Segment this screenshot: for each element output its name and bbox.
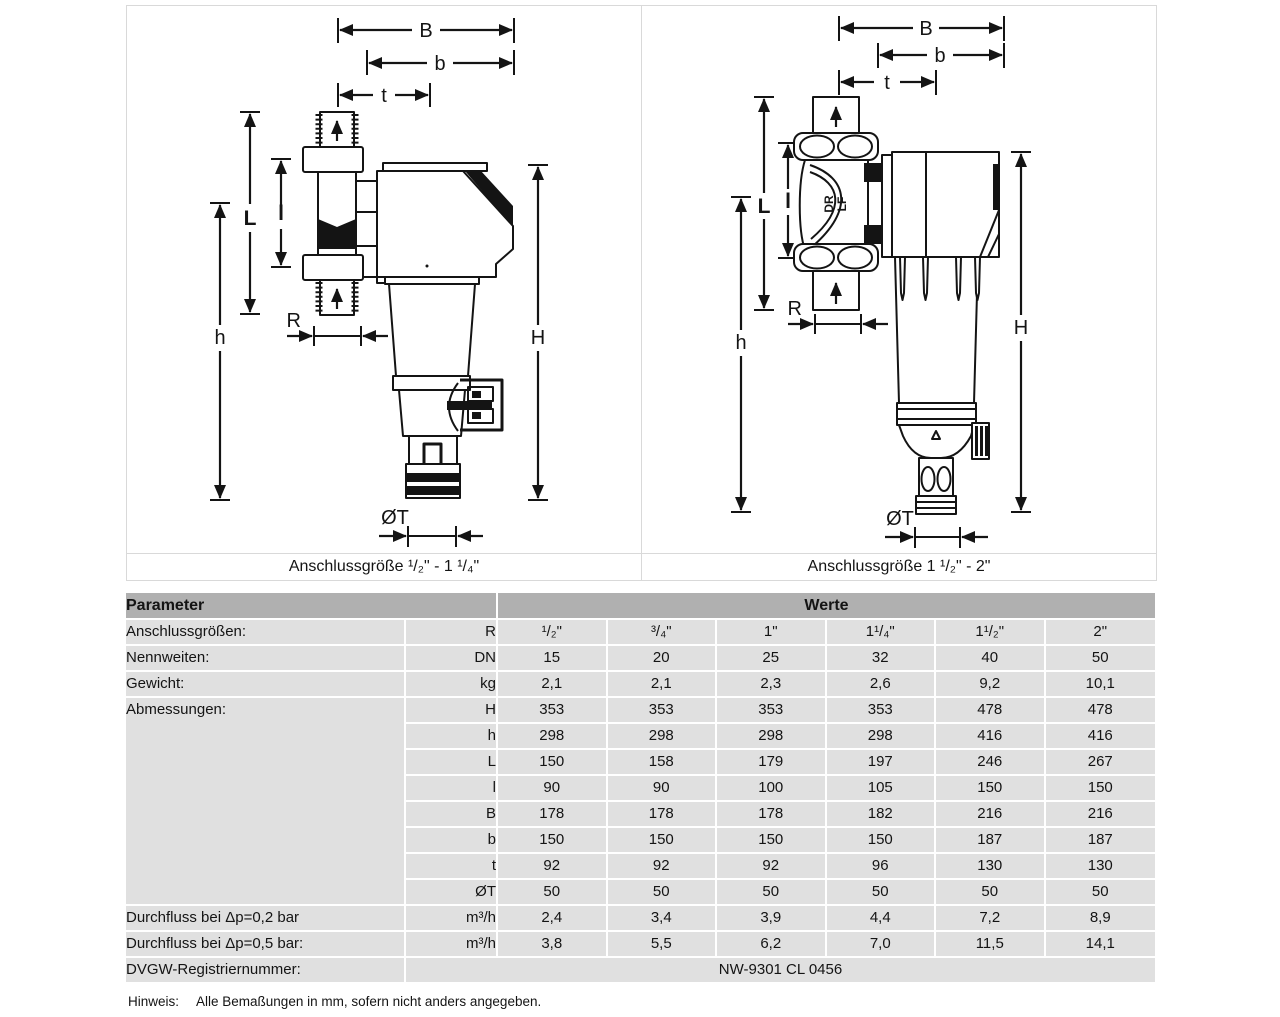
valve-marking-dr: DR [822, 195, 836, 213]
value-cell: 178 [717, 802, 827, 828]
dim-label-L: L [243, 207, 257, 230]
dim-label-OT: ØT [381, 507, 409, 529]
dim-label-h: h [214, 327, 226, 349]
value-cell: 1" [717, 620, 827, 646]
value-cell: 90 [498, 776, 608, 802]
value-cell: 50 [827, 880, 937, 906]
dimension-figure-panel [126, 5, 1157, 581]
value-cell: 298 [498, 724, 608, 750]
row-unit: m³/h [406, 932, 498, 958]
value-cell: 298 [608, 724, 718, 750]
value-cell: 130 [1046, 854, 1156, 880]
pipe-assembly [794, 97, 892, 310]
value-cell: 15 [498, 646, 608, 672]
row-unit: L [406, 750, 498, 776]
dim-label-OT: ØT [886, 508, 914, 530]
dim-L [240, 112, 260, 314]
value-cell: 6,2 [717, 932, 827, 958]
value-cell: 40 [936, 646, 1046, 672]
value-cell: 50 [498, 880, 608, 906]
value-cell: 2,4 [498, 906, 608, 932]
filter-drawing-large [642, 6, 1155, 553]
table-row [126, 906, 1155, 932]
table-row [126, 646, 1155, 672]
value-cell: 10,1 [1046, 672, 1156, 698]
dim-h [731, 197, 751, 512]
dim-t [839, 70, 936, 95]
value-cell: 150 [608, 828, 718, 854]
table-row [126, 672, 1155, 698]
value-cell: 216 [1046, 802, 1156, 828]
dim-label-h: h [735, 332, 747, 354]
dim-label-l: l [278, 202, 284, 225]
row-label: Nennweiten: [126, 646, 406, 672]
row-unit: t [406, 854, 498, 880]
value-cell: 353 [608, 698, 718, 724]
table-row [126, 698, 1155, 724]
value-cell: 32 [827, 646, 937, 672]
value-cell: 14,1 [1046, 932, 1156, 958]
value-cell: 50 [1046, 646, 1156, 672]
row-unit: DN [406, 646, 498, 672]
value-cell: 150 [717, 828, 827, 854]
dim-H [1011, 152, 1031, 512]
value-cell: ¹/₂" [498, 620, 608, 646]
dim-label-R: R [286, 310, 301, 332]
row-unit: H [406, 698, 498, 724]
table-header-row [126, 593, 1155, 620]
dim-label-b: b [434, 53, 446, 75]
value-cell: 4,4 [827, 906, 937, 932]
value-cell: 178 [608, 802, 718, 828]
row-unit: R [406, 620, 498, 646]
value-cell: 92 [498, 854, 608, 880]
value-cell: 7,0 [827, 932, 937, 958]
dim-label-B: B [419, 20, 433, 42]
row-label: Anschlussgrößen: [126, 620, 406, 646]
value-cell: 478 [936, 698, 1046, 724]
value-cell: 150 [827, 828, 937, 854]
dim-h [210, 203, 230, 500]
dim-L [754, 97, 774, 310]
dvgw-number: NW-9301 CL 0456 [406, 958, 1155, 984]
value-cell: 187 [936, 828, 1046, 854]
dim-l [778, 143, 798, 258]
dim-OT [379, 507, 483, 547]
footnote-label: Hinweis: [128, 994, 180, 1009]
value-cell: 2,6 [827, 672, 937, 698]
value-cell: 246 [936, 750, 1046, 776]
value-cell: 179 [717, 750, 827, 776]
value-cell: 267 [1046, 750, 1156, 776]
value-cell: 182 [827, 802, 937, 828]
value-cell: 50 [717, 880, 827, 906]
row-unit: ØT [406, 880, 498, 906]
value-cell: 25 [717, 646, 827, 672]
footnote-text: Alle Bemaßungen in mm, sofern nicht anders angegeben. [196, 994, 542, 1009]
value-cell: 20 [608, 646, 718, 672]
value-cell: 197 [827, 750, 937, 776]
dim-H [528, 165, 548, 500]
value-cell: 9,2 [936, 672, 1046, 698]
value-cell: 90 [608, 776, 718, 802]
hose-connector [406, 436, 460, 498]
value-cell: 298 [717, 724, 827, 750]
filter-drawing-small [127, 6, 640, 553]
value-cell: 158 [608, 750, 718, 776]
dim-label-H: H [1013, 317, 1029, 339]
value-cell: 92 [717, 854, 827, 880]
table-row [126, 932, 1155, 958]
spec-table-body [126, 620, 1155, 984]
dim-b [878, 43, 1004, 68]
value-cell: 2,1 [608, 672, 718, 698]
value-cell: 187 [1046, 828, 1156, 854]
value-cell: 150 [1046, 776, 1156, 802]
filter-body [895, 257, 978, 458]
value-cell: ³/₄" [608, 620, 718, 646]
table-row [126, 620, 1155, 646]
value-cell: 353 [498, 698, 608, 724]
value-cell: 92 [608, 854, 718, 880]
ball-valve-knob [972, 423, 989, 459]
hose-connector [916, 458, 956, 514]
value-cell: 3,8 [498, 932, 608, 958]
value-cell: 3,9 [717, 906, 827, 932]
value-cell: 3,4 [608, 906, 718, 932]
dim-l [271, 159, 291, 267]
pipe-assembly [303, 112, 385, 315]
row-unit: b [406, 828, 498, 854]
footnote [128, 994, 541, 1009]
dim-label-t: t [884, 72, 890, 94]
value-cell: 2,1 [498, 672, 608, 698]
value-cell: 178 [498, 802, 608, 828]
table-row [126, 958, 1155, 984]
row-unit: h [406, 724, 498, 750]
dim-t [338, 83, 430, 107]
col-header-parameter: Parameter [126, 593, 498, 620]
dim-label-l: l [785, 190, 791, 213]
dim-label-B: B [919, 18, 933, 40]
dim-b [367, 50, 514, 75]
value-cell: 7,2 [936, 906, 1046, 932]
row-unit: l [406, 776, 498, 802]
dim-label-L: L [757, 195, 771, 218]
figure-cell-large-sizes [641, 6, 1156, 580]
dim-B [839, 16, 1004, 41]
row-label: Abmessungen: [126, 698, 406, 906]
row-label: DVGW-Registriernummer: [126, 958, 406, 984]
value-cell: 1¹/₂" [936, 620, 1046, 646]
value-cell: 478 [1046, 698, 1156, 724]
row-unit: kg [406, 672, 498, 698]
dim-label-b: b [934, 45, 946, 67]
dim-label-H: H [530, 327, 546, 349]
value-cell: 5,5 [608, 932, 718, 958]
filter-bowl [389, 284, 475, 376]
dim-B [338, 18, 514, 43]
value-cell: 130 [936, 854, 1046, 880]
drawing-large-sizes [642, 6, 1156, 553]
dim-label-R: R [787, 298, 802, 320]
value-cell: 353 [717, 698, 827, 724]
value-cell: 2" [1046, 620, 1156, 646]
value-cell: 1¹/₄" [827, 620, 937, 646]
value-cell: 298 [827, 724, 937, 750]
value-cell: 150 [498, 750, 608, 776]
value-cell: 50 [1046, 880, 1156, 906]
row-unit: B [406, 802, 498, 828]
valve-marking-lf: LF [835, 196, 849, 212]
value-cell: 150 [498, 828, 608, 854]
figure-cell-small-sizes [127, 6, 641, 580]
figure-caption-left: Anschlussgröße ¹/₂" - 1 ¹/₄" [127, 553, 641, 580]
figure-caption-right: Anschlussgröße 1 ¹/₂" - 2" [642, 553, 1156, 580]
row-label: Gewicht: [126, 672, 406, 698]
value-cell: 100 [717, 776, 827, 802]
value-cell: 150 [936, 776, 1046, 802]
value-cell: 105 [827, 776, 937, 802]
value-cell: 216 [936, 802, 1046, 828]
col-header-werte: Werte [498, 593, 1155, 620]
value-cell: 2,3 [717, 672, 827, 698]
filter-bowl [895, 257, 978, 403]
spec-table [126, 593, 1155, 984]
value-cell: 353 [827, 698, 937, 724]
value-cell: 50 [936, 880, 1046, 906]
value-cell: 11,5 [936, 932, 1046, 958]
row-label: Durchfluss bei Δp=0,5 bar: [126, 932, 406, 958]
drawing-small-sizes [127, 6, 641, 553]
value-cell: 8,9 [1046, 906, 1156, 932]
value-cell: 96 [827, 854, 937, 880]
row-label: Durchfluss bei Δp=0,2 bar [126, 906, 406, 932]
value-cell: 50 [608, 880, 718, 906]
value-cell: 416 [936, 724, 1046, 750]
value-cell: 416 [1046, 724, 1156, 750]
dim-label-t: t [381, 85, 387, 107]
row-unit: m³/h [406, 906, 498, 932]
